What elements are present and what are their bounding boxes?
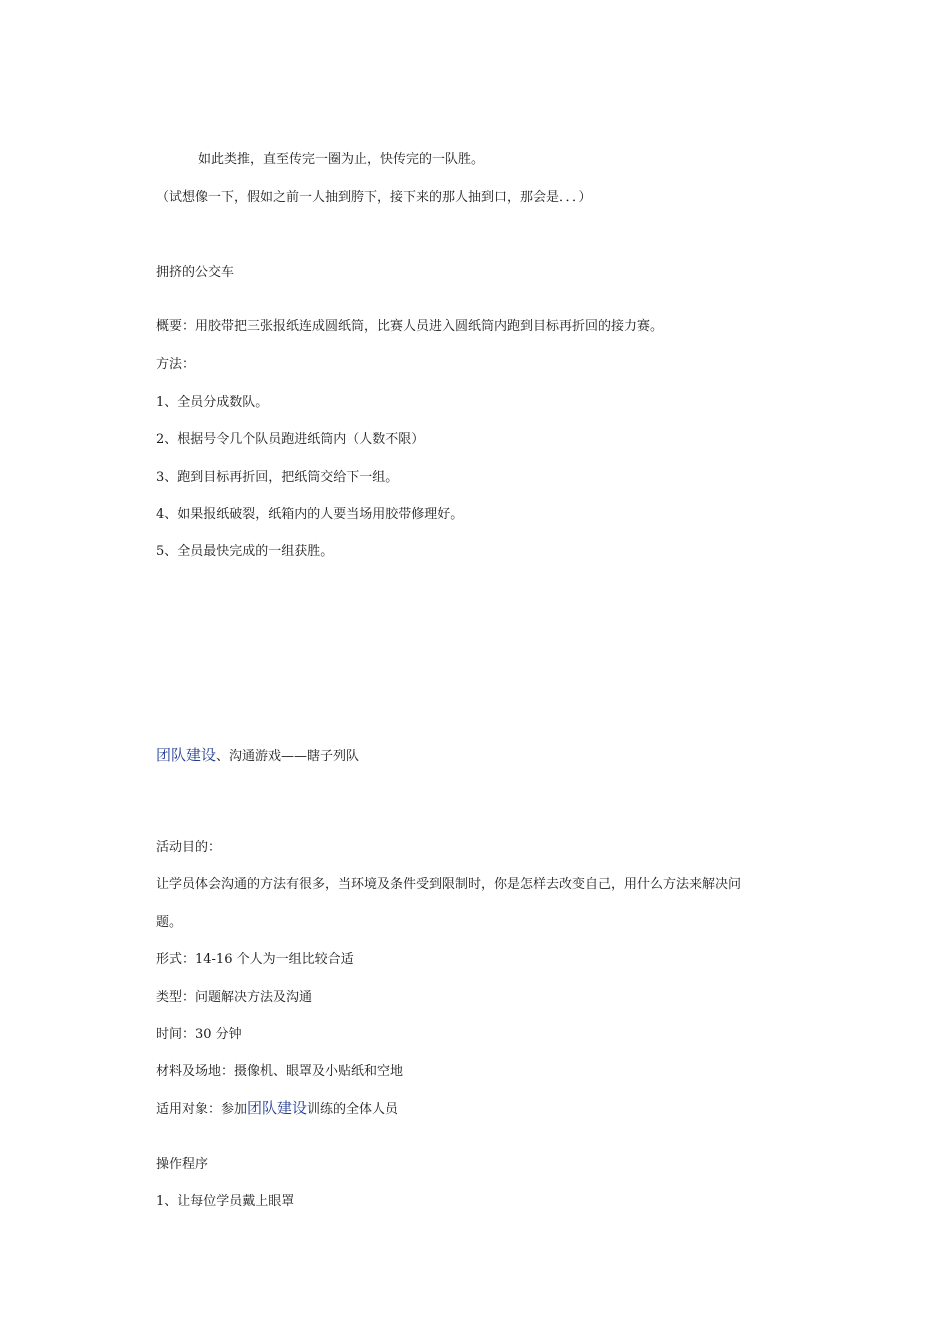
heading-accent: 团队建设 [156, 746, 217, 764]
audience-suffix: 训练的全体人员 [307, 1102, 399, 1117]
list-item: 4、如果报纸破裂，纸箱内的人要当场用胶带修理好。 [156, 507, 464, 522]
audience-text [156, 1099, 398, 1119]
audience-accent: 团队建设 [247, 1099, 308, 1117]
list-item: 2、根据号令几个队员跑进纸筒内（人数不限） [156, 432, 425, 447]
time-text: 时间：30 分钟 [156, 1027, 242, 1042]
section-heading: 拥挤的公交车 [156, 265, 235, 280]
method-label: 方法： [156, 357, 196, 372]
list-item: 1、全员分成数队。 [156, 395, 269, 410]
purpose-label: 活动目的： [156, 840, 222, 855]
section-heading [156, 746, 359, 766]
list-item: 3、跑到目标再折回，把纸筒交给下一组。 [156, 470, 399, 485]
paragraph-text: 如此类推，直至传完一圈为止，快传完的一队胜。 [198, 152, 485, 167]
audience-prefix: 适用对象：参加 [156, 1102, 248, 1117]
paragraph-text: 题。 [156, 915, 183, 930]
list-item: 1、让每位学员戴上眼罩 [156, 1194, 295, 1209]
list-item: 5、全员最快完成的一组获胜。 [156, 544, 334, 559]
heading-rest: 、沟通游戏——瞎子列队 [216, 749, 360, 764]
procedure-label: 操作程序 [156, 1157, 209, 1172]
materials-text: 材料及场地：摄像机、眼罩及小贴纸和空地 [156, 1064, 404, 1079]
paragraph-text: （试想像一下，假如之前一人抽到胯下，接下来的那人抽到口，那会是．．．） [156, 190, 592, 205]
paragraph-text: 让学员体会沟通的方法有很多，当环境及条件受到限制时，你是怎样去改变自己，用什么方法来解决问 [156, 877, 742, 892]
type-text: 类型：问题解决方法及沟通 [156, 990, 313, 1005]
form-text: 形式：14-16 个人为一组比较合适 [156, 952, 354, 967]
paragraph-text: 概要：用胶带把三张报纸连成圆纸筒，比赛人员进入圆纸筒内跑到目标再折回的接力赛。 [156, 319, 664, 334]
